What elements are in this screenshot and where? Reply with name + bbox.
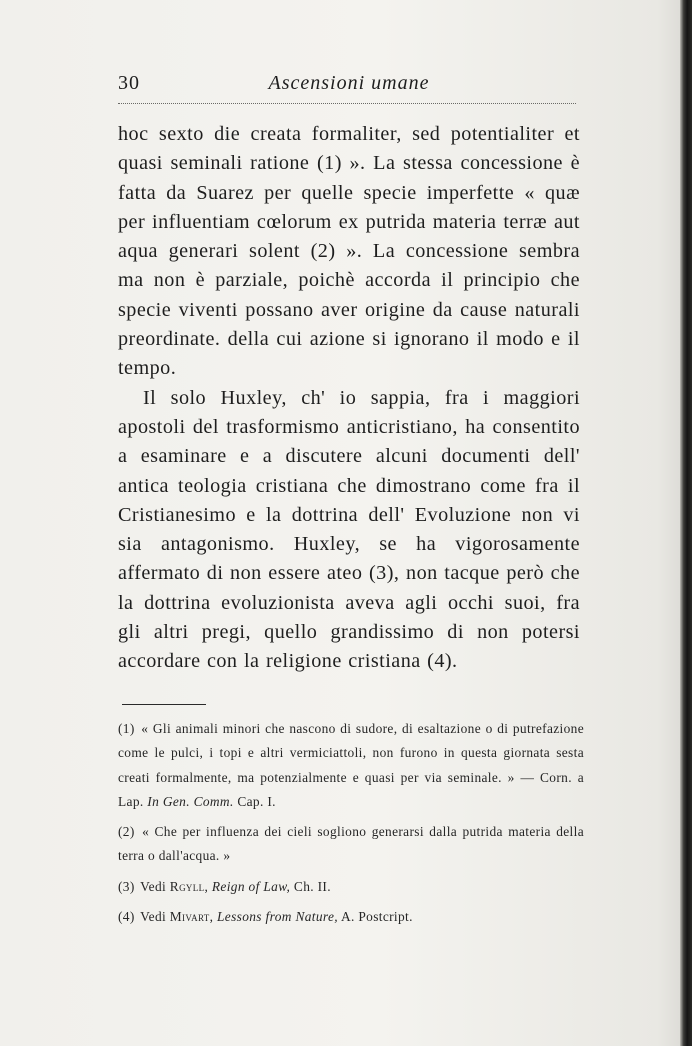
header-divider bbox=[118, 103, 576, 104]
page-header bbox=[118, 72, 580, 100]
paragraph-1: hoc sexto die creata formaliter, sed potentialiter et quasi seminali ratione (1) ». La stessa concessione è fatta da Suarez per quelle specie imperfette « quæ per influentiam cœlorum ex putrida materia terræ aut aqua generari solent (2) ». La concessione sembra ma non è parziale, poichè accorda il principio che specie viventi possano aver origine da cause naturali preordinate. della cui azione si ignorano il modo e il tempo. bbox=[118, 123, 580, 380]
footnote-2-mark: (2) bbox=[118, 824, 135, 840]
footnote-2-text: « Che per influenza dei cieli sogliono generarsi dalla putrida materia della terra o dall'acqua. » bbox=[118, 824, 584, 864]
footnote-1-tail: Cap. I. bbox=[237, 793, 276, 809]
page-number: 30 bbox=[118, 72, 140, 94]
footnote-4-tail: A. Postcript. bbox=[340, 909, 413, 925]
footnote-4-prefix: Vedi bbox=[140, 909, 167, 925]
footnote-3-title: Reign of Law, bbox=[211, 878, 291, 894]
footnote-3-mark: (3) bbox=[118, 878, 135, 894]
footnote-1-text: « Gli animali minori che nascono di sudore, di esaltazione o di putrefazione come le pulci, i topi e altri vermiciattoli, non furono in questa giornata sesta creati formalmente, ma potenzialmente e quasi per via seminale. » — Corn. a Lap. bbox=[118, 721, 584, 809]
footnote-3-tail: Ch. II. bbox=[293, 878, 331, 894]
footnote-3-author: Rgyll, bbox=[169, 878, 209, 894]
footnotes bbox=[118, 717, 584, 929]
footnote-3-prefix: Vedi bbox=[140, 878, 167, 894]
paragraph-2: Il solo Huxley, ch' io sappia, fra i maggiori apostoli del trasformismo anticristiano, ha consentito a esaminare e a discutere alcuni documenti dell' antica teologia cristiana che dimostrano come fra il Cristianesimo e la dottrina dell' Evoluzione non vi sia antagonismo. Huxley, se ha vigorosamente affermato di non essere ateo (3), non tacque però che la dottrina evoluzionista aveva agli occhi suoi, fra gli altri pregi, quello grandissimo di non potersi accordare con la religione cristiana (4). bbox=[118, 386, 580, 673]
page-binding-edge bbox=[680, 0, 692, 1046]
footnote-4 bbox=[118, 905, 584, 929]
footnote-4-mark: (4) bbox=[118, 909, 135, 925]
footnote-3 bbox=[118, 875, 584, 899]
running-title: Ascensioni umane bbox=[268, 72, 430, 94]
footnote-4-author: Mivart, bbox=[169, 909, 214, 925]
main-text bbox=[118, 120, 580, 677]
footnote-4-title: Lessons from Nature, bbox=[217, 909, 338, 925]
footnote-1 bbox=[118, 717, 584, 814]
footnote-divider bbox=[122, 704, 206, 705]
footnote-2 bbox=[118, 820, 584, 869]
footnote-1-source: In Gen. Comm. bbox=[147, 793, 234, 809]
footnote-1-mark: (1) bbox=[118, 721, 135, 736]
